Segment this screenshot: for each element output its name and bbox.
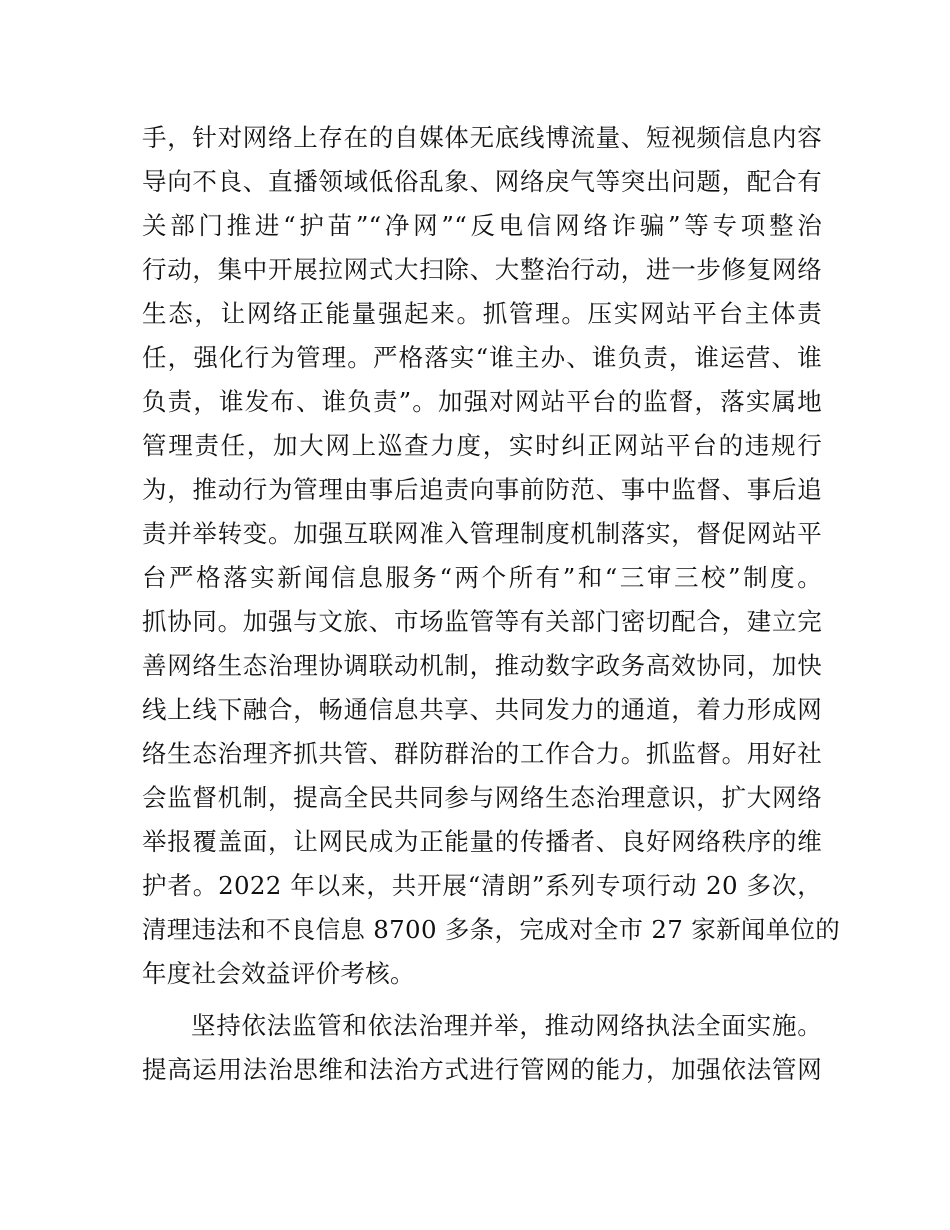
text-line: 会监督机制，提高全民共同参与网络生态治理意识，扩大网络 (142, 783, 822, 812)
text-line: 提高运用法治思维和法治方式进行管网的能力，加强依法管网 (142, 1055, 822, 1084)
paragraph-1 (142, 116, 841, 996)
text-line: 为，推动行为管理由事后追责向事前防范、事中监督、事后追 (142, 475, 822, 504)
text-line: 抓协同。加强与文旅、市场监管等有关部门密切配合，建立完 (142, 607, 822, 636)
text-line: 手，针对网络上存在的自媒体无底线博流量、短视频信息内容 (142, 123, 822, 152)
document-body (142, 116, 841, 1092)
text-line: 责并举转变。加强互联网准入管理制度机制落实，督促网站平 (142, 519, 822, 548)
text-line: 坚持依法监管和依法治理并举，推动网络执法全面实施。 (191, 1011, 822, 1040)
text-line: 负责，谁发布、谁负责”。加强对网站平台的监督，落实属地 (142, 387, 822, 416)
text-line: 关部门推进“护苗”“净网”“反电信网络诈骗”等专项整治 (142, 211, 822, 240)
text-line: 台严格落实新闻信息服务“两个所有”和“三审三校”制度。 (142, 563, 822, 592)
text-line: 清理违法和不良信息 8700 多条，完成对全市 27 家新闻单位的 (142, 915, 841, 944)
text-line: 任，强化行为管理。严格落实“谁主办、谁负责，谁运营、谁 (142, 343, 822, 372)
text-line: 善网络生态治理协调联动机制，推动数字政务高效协同，加快 (142, 651, 822, 680)
text-line: 导向不良、直播领域低俗乱象、网络戾气等突出问题，配合有 (142, 167, 822, 196)
text-line: 护者。2022 年以来，共开展“清朗”系列专项行动 20 多次， (142, 871, 822, 900)
paragraph-2 (142, 1004, 822, 1092)
text-line: 生态，让网络正能量强起来。抓管理。压实网站平台主体责 (142, 299, 822, 328)
text-line: 管理责任，加大网上巡查力度，实时纠正网站平台的违规行 (142, 431, 822, 460)
text-line: 行动，集中开展拉网式大扫除、大整治行动，进一步修复网络 (142, 255, 822, 284)
text-line: 络生态治理齐抓共管、群防群治的工作合力。抓监督。用好社 (142, 739, 822, 768)
paragraph-gap (142, 996, 822, 1004)
text-line: 举报覆盖面，让网民成为正能量的传播者、良好网络秩序的维 (142, 827, 822, 856)
text-line: 线上线下融合，畅通信息共享、共同发力的通道，着力形成网 (142, 695, 822, 724)
text-line: 年度社会效益评价考核。 (142, 959, 415, 988)
